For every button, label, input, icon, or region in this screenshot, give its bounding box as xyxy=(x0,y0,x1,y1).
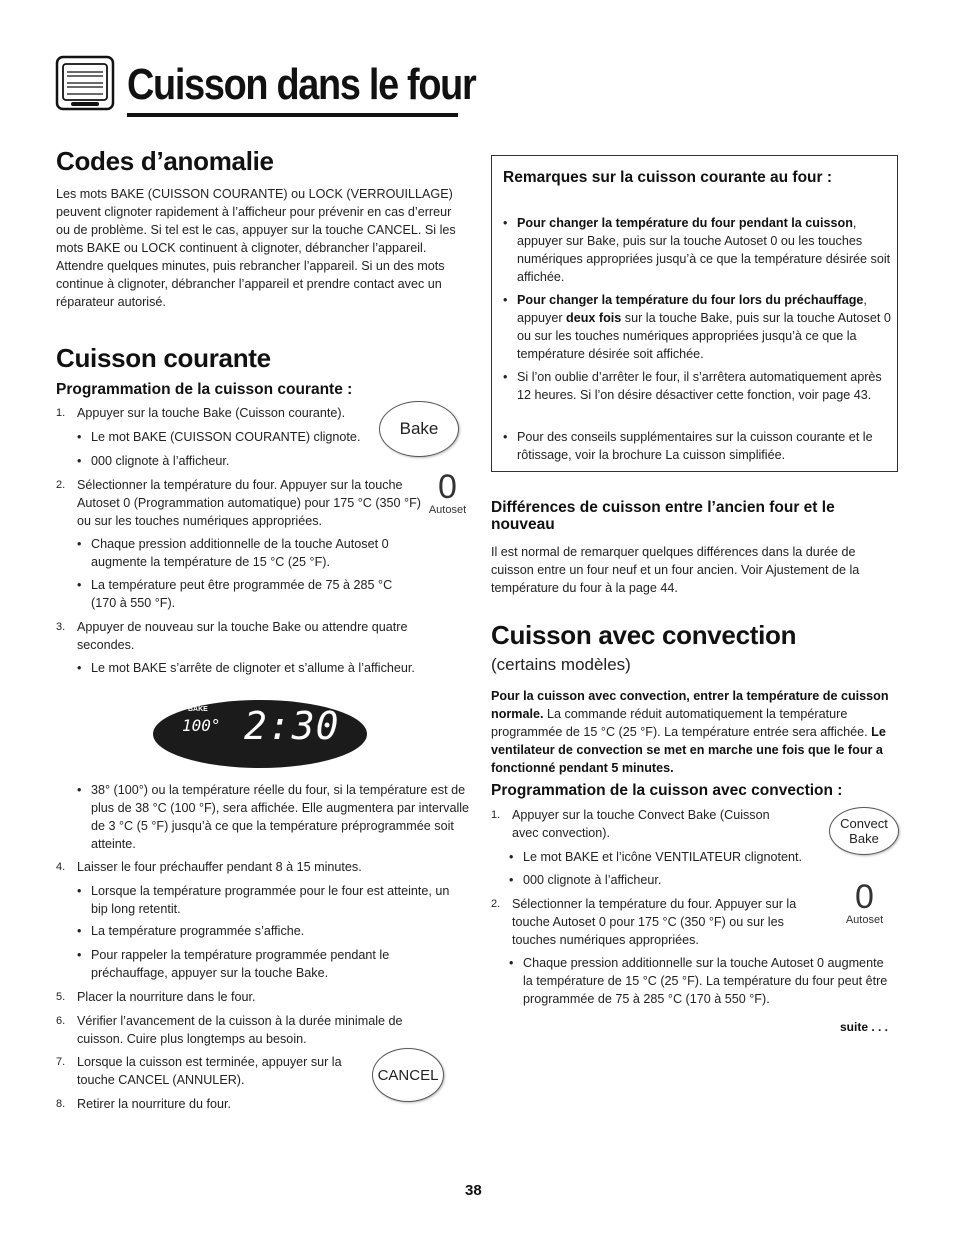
courante-heading: Cuisson courante xyxy=(56,343,271,373)
bake-key: Bake xyxy=(379,401,459,457)
page-title: Cuisson dans le four xyxy=(127,60,476,109)
autoset-key: 0 Autoset xyxy=(845,878,884,926)
courante-subheading: Programmation de la cuisson courante : xyxy=(56,381,353,398)
oven-icon xyxy=(55,55,115,111)
convect-bake-key: Convect Bake xyxy=(829,807,899,855)
convection-heading: Cuisson avec convection xyxy=(491,620,797,650)
title-underline xyxy=(127,113,458,117)
display-mode: BAKE xyxy=(188,706,208,713)
convection-models: (certains modèles) xyxy=(491,655,631,674)
cancel-key: CANCEL xyxy=(372,1048,444,1102)
autoset-key: 0 Autoset xyxy=(428,468,467,516)
codes-text: Les mots BAKE (CUISSON COURANTE) ou LOCK (VERROUILLAGE) peuvent clignoter rapidement à l’afficheur pour prévenir en cas d’erreur ou de problème. Si tel est le cas, appuyer sur la touche CANCEL. Si les mots BAKE ou LOCK continuent à clignoter, débrancher l’appareil. Attendre quelques minutes, puis rebrancher l’appareil. Si un des mots continue à clignoter, débrancher l’appareil et prendre contact avec un réparateur autorisé. xyxy=(56,187,456,309)
oven-display xyxy=(152,699,368,769)
differences-text: Il est normal de remarquer quelques différences dans la durée de cuisson entre un four neuf et un four ancien. Voir Ajustement de la température du four à la page 44. xyxy=(491,545,860,595)
convection-subheading: Programmation de la cuisson avec convection : xyxy=(491,782,843,799)
convection-intro: Pour la cuisson avec convection, entrer la température de cuisson normale. La commande réduit automatiquement la température programmée de 15 °C (25 °F). La température entrée sera affichée. Le ventilateur de convection se met en marche une fois que le four a fonctionné pendant 5 minutes. xyxy=(491,689,889,775)
display-time: 2:30 xyxy=(244,704,340,748)
codes-heading: Codes d’anomalie xyxy=(56,146,274,176)
differences-heading: Différences de cuisson entre l’ancien four et le nouveau xyxy=(491,499,835,533)
continued-label: suite . . . xyxy=(840,1020,889,1034)
display-temp: 100° xyxy=(182,716,221,735)
remarques-heading: Remarques sur la cuisson courante au four : xyxy=(503,169,833,186)
page-number: 38 xyxy=(465,1182,482,1199)
